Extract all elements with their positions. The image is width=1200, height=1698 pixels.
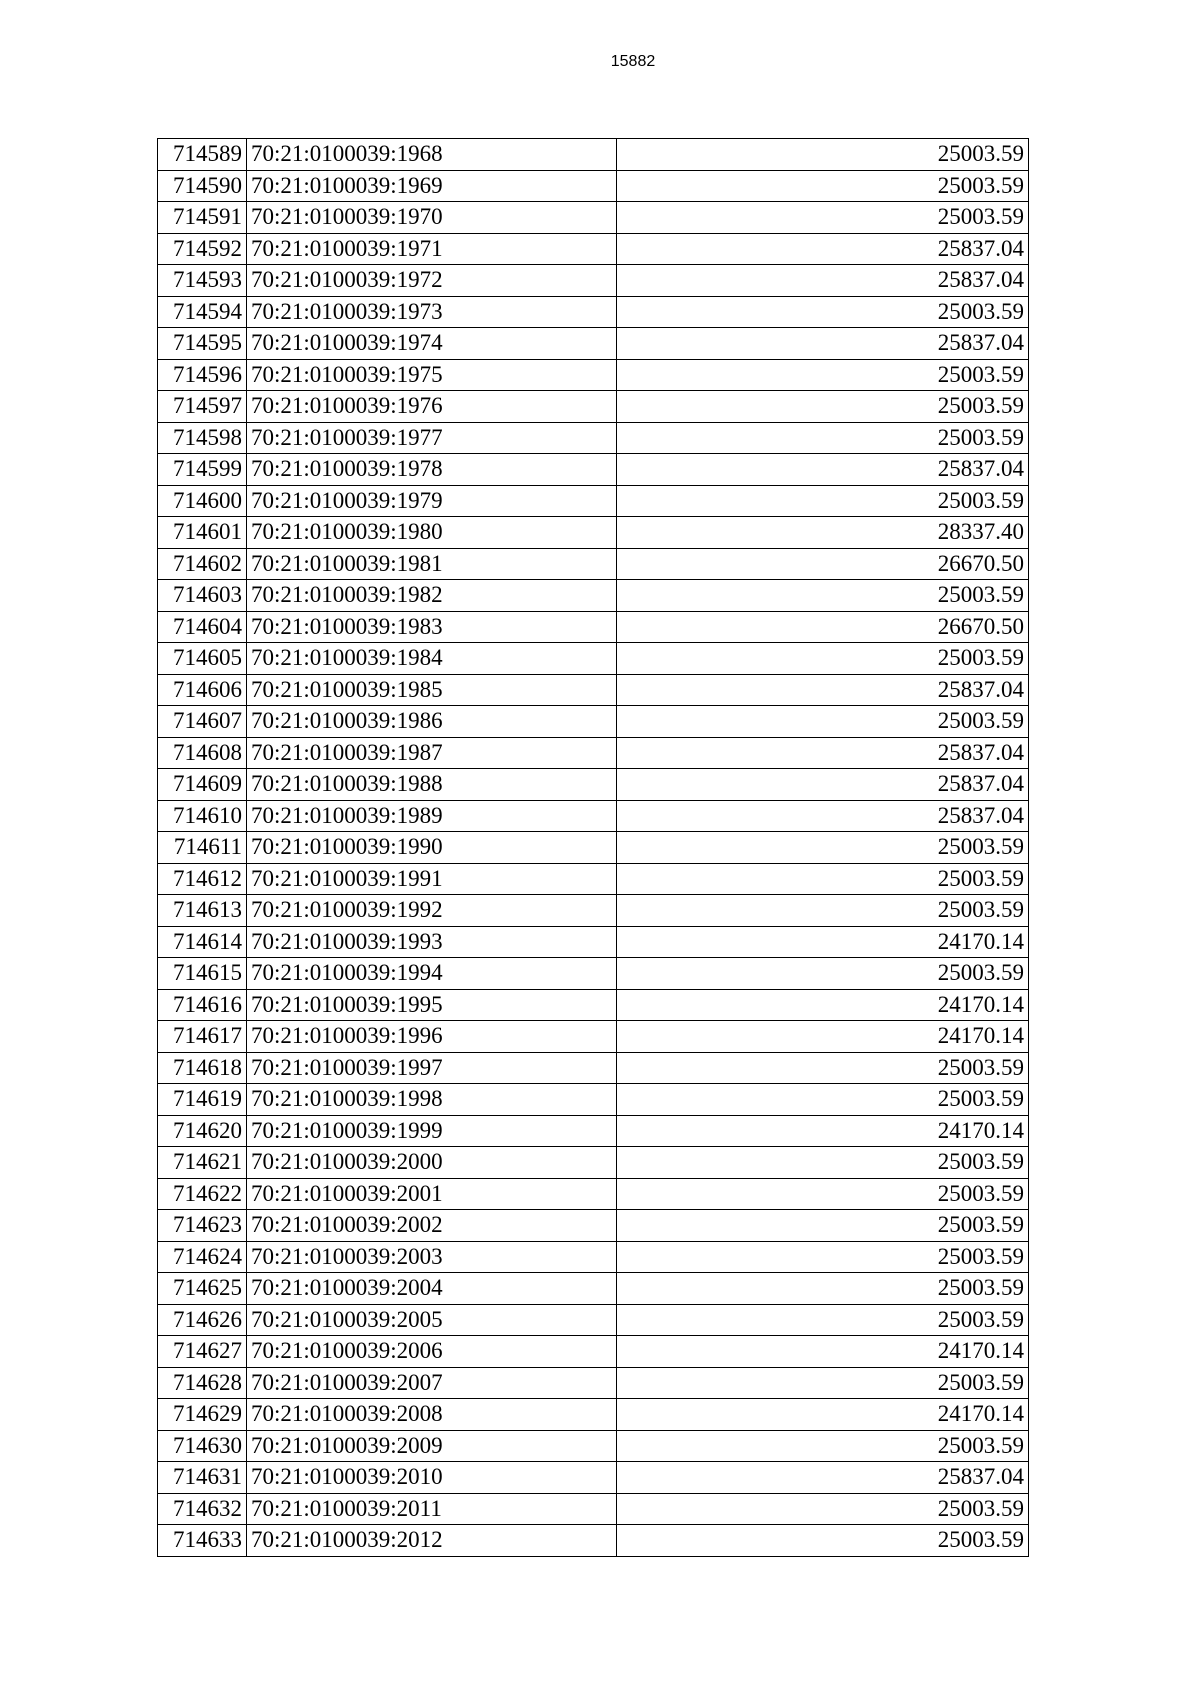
cadastral-number-cell: 70:21:0100039:2012: [247, 1525, 617, 1557]
table-row: [158, 674, 1029, 706]
cadastral-number-cell: 70:21:0100039:1999: [247, 1115, 617, 1147]
row-id-cell: 714619: [158, 1084, 247, 1116]
table-row: [158, 517, 1029, 549]
cadastral-number-cell: 70:21:0100039:1997: [247, 1052, 617, 1084]
value-cell: 25003.59: [617, 296, 1029, 328]
value-cell: 26670.50: [617, 548, 1029, 580]
cadastral-number-cell: 70:21:0100039:1986: [247, 706, 617, 738]
cadastral-number-cell: 70:21:0100039:1995: [247, 989, 617, 1021]
cadastral-number-cell: 70:21:0100039:1968: [247, 139, 617, 171]
value-cell: 25003.59: [617, 832, 1029, 864]
table-row: [158, 1493, 1029, 1525]
row-id-cell: 714627: [158, 1336, 247, 1368]
table-row: [158, 1021, 1029, 1053]
table-row: [158, 769, 1029, 801]
row-id-cell: 714590: [158, 170, 247, 202]
row-id-cell: 714600: [158, 485, 247, 517]
row-id-cell: 714611: [158, 832, 247, 864]
row-id-cell: 714616: [158, 989, 247, 1021]
row-id-cell: 714628: [158, 1367, 247, 1399]
page-number: 15882: [610, 53, 656, 70]
row-id-cell: 714623: [158, 1210, 247, 1242]
table-row: [158, 233, 1029, 265]
row-id-cell: 714592: [158, 233, 247, 265]
row-id-cell: 714597: [158, 391, 247, 423]
value-cell: 25003.59: [617, 1178, 1029, 1210]
cadastral-number-cell: 70:21:0100039:2009: [247, 1430, 617, 1462]
cadastral-number-cell: 70:21:0100039:1993: [247, 926, 617, 958]
table-row: [158, 202, 1029, 234]
row-id-cell: 714604: [158, 611, 247, 643]
value-cell: 25003.59: [617, 643, 1029, 675]
row-id-cell: 714607: [158, 706, 247, 738]
table-row: [158, 1304, 1029, 1336]
row-id-cell: 714624: [158, 1241, 247, 1273]
table-row: [158, 1273, 1029, 1305]
value-cell: 25837.04: [617, 800, 1029, 832]
cadastral-number-cell: 70:21:0100039:2002: [247, 1210, 617, 1242]
row-id-cell: 714615: [158, 958, 247, 990]
table-row: [158, 737, 1029, 769]
value-cell: 25003.59: [617, 1367, 1029, 1399]
row-id-cell: 714613: [158, 895, 247, 927]
cadastral-number-cell: 70:21:0100039:1970: [247, 202, 617, 234]
cadastral-number-cell: 70:21:0100039:2008: [247, 1399, 617, 1431]
table-row: [158, 1115, 1029, 1147]
table-body: [158, 139, 1029, 1557]
value-cell: 25003.59: [617, 170, 1029, 202]
cadastral-number-cell: 70:21:0100039:1989: [247, 800, 617, 832]
table-row: [158, 580, 1029, 612]
value-cell: 25837.04: [617, 328, 1029, 360]
table-row: [158, 265, 1029, 297]
table-row: [158, 1399, 1029, 1431]
table-row: [158, 863, 1029, 895]
cadastral-number-cell: 70:21:0100039:1971: [247, 233, 617, 265]
table-row: [158, 643, 1029, 675]
table-row: [158, 1178, 1029, 1210]
row-id-cell: 714591: [158, 202, 247, 234]
cadastral-number-cell: 70:21:0100039:1978: [247, 454, 617, 486]
table-row: [158, 328, 1029, 360]
cadastral-number-cell: 70:21:0100039:1987: [247, 737, 617, 769]
value-cell: 25837.04: [617, 454, 1029, 486]
value-cell: 25003.59: [617, 1241, 1029, 1273]
table-row: [158, 1210, 1029, 1242]
value-cell: 25003.59: [617, 391, 1029, 423]
value-cell: 25003.59: [617, 359, 1029, 391]
value-cell: 26670.50: [617, 611, 1029, 643]
row-id-cell: 714593: [158, 265, 247, 297]
value-cell: 25003.59: [617, 1084, 1029, 1116]
value-cell: 25837.04: [617, 737, 1029, 769]
value-cell: 28337.40: [617, 517, 1029, 549]
row-id-cell: 714633: [158, 1525, 247, 1557]
value-cell: 25837.04: [617, 1462, 1029, 1494]
cadastral-number-cell: 70:21:0100039:1972: [247, 265, 617, 297]
cadastral-number-cell: 70:21:0100039:1969: [247, 170, 617, 202]
row-id-cell: 714617: [158, 1021, 247, 1053]
row-id-cell: 714630: [158, 1430, 247, 1462]
value-cell: 25003.59: [617, 706, 1029, 738]
row-id-cell: 714626: [158, 1304, 247, 1336]
table-row: [158, 359, 1029, 391]
row-id-cell: 714610: [158, 800, 247, 832]
table-row: [158, 1430, 1029, 1462]
row-id-cell: 714614: [158, 926, 247, 958]
value-cell: 25003.59: [617, 580, 1029, 612]
table-row: [158, 391, 1029, 423]
table-row: [158, 422, 1029, 454]
row-id-cell: 714606: [158, 674, 247, 706]
row-id-cell: 714621: [158, 1147, 247, 1179]
data-table: [157, 138, 1029, 1557]
cadastral-number-cell: 70:21:0100039:2001: [247, 1178, 617, 1210]
cadastral-number-cell: 70:21:0100039:1982: [247, 580, 617, 612]
table-row: [158, 706, 1029, 738]
value-cell: 25003.59: [617, 202, 1029, 234]
row-id-cell: 714612: [158, 863, 247, 895]
table-row: [158, 989, 1029, 1021]
table-row: [158, 1084, 1029, 1116]
cadastral-number-cell: 70:21:0100039:1976: [247, 391, 617, 423]
row-id-cell: 714631: [158, 1462, 247, 1494]
value-cell: 25837.04: [617, 674, 1029, 706]
cadastral-number-cell: 70:21:0100039:1983: [247, 611, 617, 643]
table-row: [158, 1241, 1029, 1273]
table-row: [158, 548, 1029, 580]
cadastral-number-cell: 70:21:0100039:1980: [247, 517, 617, 549]
value-cell: 25003.59: [617, 1493, 1029, 1525]
cadastral-number-cell: 70:21:0100039:1975: [247, 359, 617, 391]
table-row: [158, 1336, 1029, 1368]
cadastral-number-cell: 70:21:0100039:1985: [247, 674, 617, 706]
cadastral-number-cell: 70:21:0100039:1994: [247, 958, 617, 990]
row-id-cell: 714632: [158, 1493, 247, 1525]
row-id-cell: 714609: [158, 769, 247, 801]
table-row: [158, 926, 1029, 958]
cadastral-number-cell: 70:21:0100039:1990: [247, 832, 617, 864]
cadastral-number-cell: 70:21:0100039:1991: [247, 863, 617, 895]
row-id-cell: 714594: [158, 296, 247, 328]
cadastral-number-cell: 70:21:0100039:1998: [247, 1084, 617, 1116]
cadastral-number-cell: 70:21:0100039:1979: [247, 485, 617, 517]
table-row: [158, 139, 1029, 171]
cadastral-number-cell: 70:21:0100039:2003: [247, 1241, 617, 1273]
row-id-cell: 714625: [158, 1273, 247, 1305]
value-cell: 25003.59: [617, 1525, 1029, 1557]
row-id-cell: 714622: [158, 1178, 247, 1210]
table-row: [158, 611, 1029, 643]
table-row: [158, 895, 1029, 927]
cadastral-number-cell: 70:21:0100039:1973: [247, 296, 617, 328]
table-row: [158, 170, 1029, 202]
cadastral-number-cell: 70:21:0100039:1977: [247, 422, 617, 454]
value-cell: 25003.59: [617, 895, 1029, 927]
row-id-cell: 714603: [158, 580, 247, 612]
cadastral-number-cell: 70:21:0100039:2004: [247, 1273, 617, 1305]
row-id-cell: 714589: [158, 139, 247, 171]
row-id-cell: 714629: [158, 1399, 247, 1431]
value-cell: 25837.04: [617, 233, 1029, 265]
cadastral-number-cell: 70:21:0100039:1981: [247, 548, 617, 580]
cadastral-number-cell: 70:21:0100039:1974: [247, 328, 617, 360]
value-cell: 25003.59: [617, 422, 1029, 454]
cadastral-number-cell: 70:21:0100039:2005: [247, 1304, 617, 1336]
row-id-cell: 714602: [158, 548, 247, 580]
row-id-cell: 714608: [158, 737, 247, 769]
value-cell: 24170.14: [617, 1399, 1029, 1431]
value-cell: 25003.59: [617, 485, 1029, 517]
table-row: [158, 832, 1029, 864]
value-cell: 25837.04: [617, 265, 1029, 297]
cadastral-number-cell: 70:21:0100039:2010: [247, 1462, 617, 1494]
row-id-cell: 714601: [158, 517, 247, 549]
cadastral-number-cell: 70:21:0100039:2007: [247, 1367, 617, 1399]
value-cell: 25003.59: [617, 1147, 1029, 1179]
table-row: [158, 485, 1029, 517]
value-cell: 25003.59: [617, 139, 1029, 171]
value-cell: 25837.04: [617, 769, 1029, 801]
cadastral-number-cell: 70:21:0100039:1984: [247, 643, 617, 675]
cadastral-number-cell: 70:21:0100039:1996: [247, 1021, 617, 1053]
value-cell: 25003.59: [617, 1304, 1029, 1336]
row-id-cell: 714596: [158, 359, 247, 391]
table-row: [158, 454, 1029, 486]
table-row: [158, 1462, 1029, 1494]
row-id-cell: 714618: [158, 1052, 247, 1084]
value-cell: 25003.59: [617, 1210, 1029, 1242]
row-id-cell: 714598: [158, 422, 247, 454]
row-id-cell: 714599: [158, 454, 247, 486]
row-id-cell: 714595: [158, 328, 247, 360]
value-cell: 25003.59: [617, 1273, 1029, 1305]
cadastral-number-cell: 70:21:0100039:2006: [247, 1336, 617, 1368]
cadastral-number-cell: 70:21:0100039:2011: [247, 1493, 617, 1525]
value-cell: 25003.59: [617, 958, 1029, 990]
value-cell: 24170.14: [617, 989, 1029, 1021]
table-row: [158, 1367, 1029, 1399]
table-row: [158, 958, 1029, 990]
cadastral-number-cell: 70:21:0100039:1992: [247, 895, 617, 927]
value-cell: 25003.59: [617, 863, 1029, 895]
table-row: [158, 1052, 1029, 1084]
row-id-cell: 714620: [158, 1115, 247, 1147]
cadastral-number-cell: 70:21:0100039:1988: [247, 769, 617, 801]
value-cell: 24170.14: [617, 926, 1029, 958]
row-id-cell: 714605: [158, 643, 247, 675]
cadastral-number-cell: 70:21:0100039:2000: [247, 1147, 617, 1179]
table-row: [158, 1525, 1029, 1557]
value-cell: 25003.59: [617, 1052, 1029, 1084]
table-row: [158, 296, 1029, 328]
value-cell: 24170.14: [617, 1021, 1029, 1053]
table-row: [158, 800, 1029, 832]
value-cell: 24170.14: [617, 1115, 1029, 1147]
value-cell: 24170.14: [617, 1336, 1029, 1368]
value-cell: 25003.59: [617, 1430, 1029, 1462]
table-row: [158, 1147, 1029, 1179]
